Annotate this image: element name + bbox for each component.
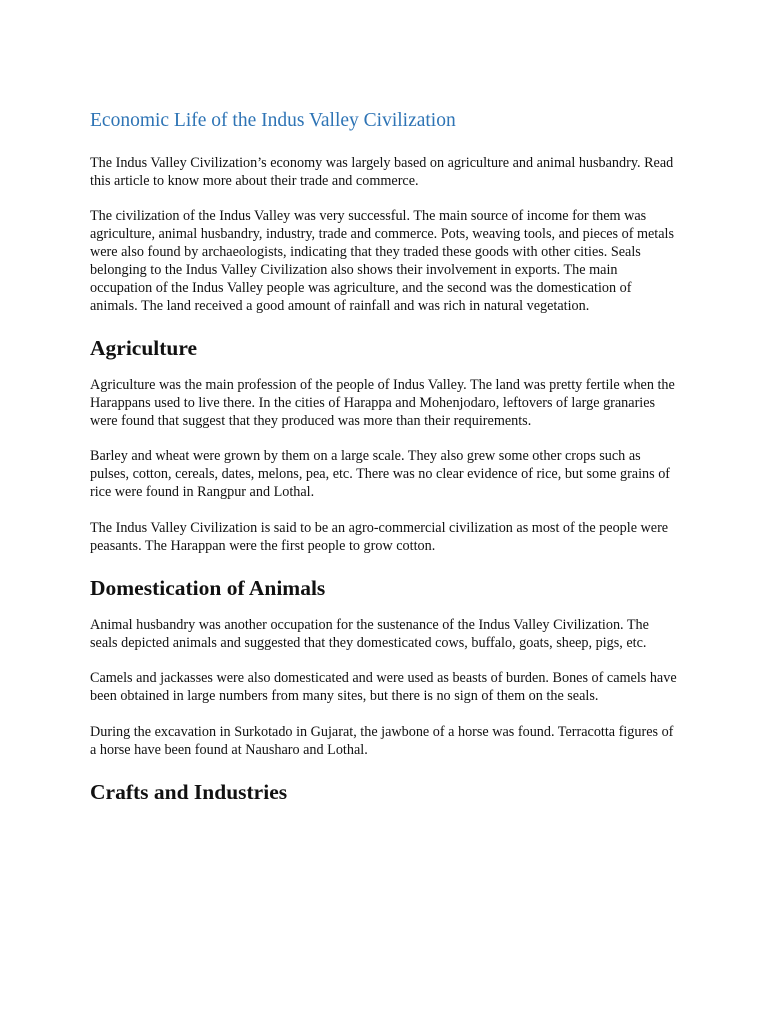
document-page <box>90 107 680 821</box>
section-heading-agriculture: Agriculture <box>90 336 198 361</box>
section-crafts-and-industries <box>90 777 680 807</box>
intro-paragraph-2: The civilization of the Indus Valley was very successful. The main source of income for them was agriculture, animal husbandry, industry, trade and commerce. Pots, weaving tools, and pieces of metals were also found by archaeologists, indicating that they traded these goods with other cities. Seals belonging to the Indus Valley Civilization also shows their involvement in exports. The main occupation of the Indus Valley people was agriculture, and the second was the domestication of animals. The land received a good amount of rainfall and was rich in natural vegetation. <box>90 208 675 314</box>
intro-paragraph-1: The Indus Valley Civilization’s economy was largely based on agriculture and animal husbandry. Read this article to know more about their trade and commerce. <box>90 155 674 189</box>
domestication-paragraph-2: Camels and jackasses were also domesticated and were used as beasts of burden. Bones of camels have been obtained in large numbers from many sites, but there is no sign of them on the seals. <box>90 670 677 705</box>
section-agriculture <box>90 333 680 555</box>
section-domestication-of-animals <box>90 573 680 759</box>
agriculture-paragraph-3: The Indus Valley Civilization is said to be an agro-commercial civilization as most of the people were peasants. The Harappan were the first people to grow cotton. <box>90 519 669 554</box>
section-heading-domestication: Domestication of Animals <box>90 576 326 600</box>
agriculture-paragraph-1: Agriculture was the main profession of the people of Indus Valley. The land was pretty fertile when the Harappans used to live there. In the cities of Harappa and Mohenjodaro, leftovers of large granaries were found that suggest that they produced was more than their requirements. <box>90 377 675 430</box>
section-heading-crafts: Crafts and Industries <box>90 779 288 804</box>
domestication-paragraph-1: Animal husbandry was another occupation for the sustenance of the Indus Valley Civilization. The seals depicted animals and suggested that they domesticated cows, buffalo, goats, sheep, pigs, etc. <box>90 617 649 651</box>
agriculture-paragraph-2: Barley and wheat were grown by them on a large scale. They also grew some other crops such as pulses, cotton, cereals, dates, melons, pea, etc. There was no clear evidence of rice, but some grains of rice were found in Rangpur and Lothal. <box>90 448 671 501</box>
document-title: Economic Life of the Indus Valley Civilization <box>90 110 456 131</box>
domestication-paragraph-3: During the excavation in Surkotado in Gujarat, the jawbone of a horse was found. Terracotta figures of a horse have been found at Nausharo and Lothal. <box>90 723 674 758</box>
